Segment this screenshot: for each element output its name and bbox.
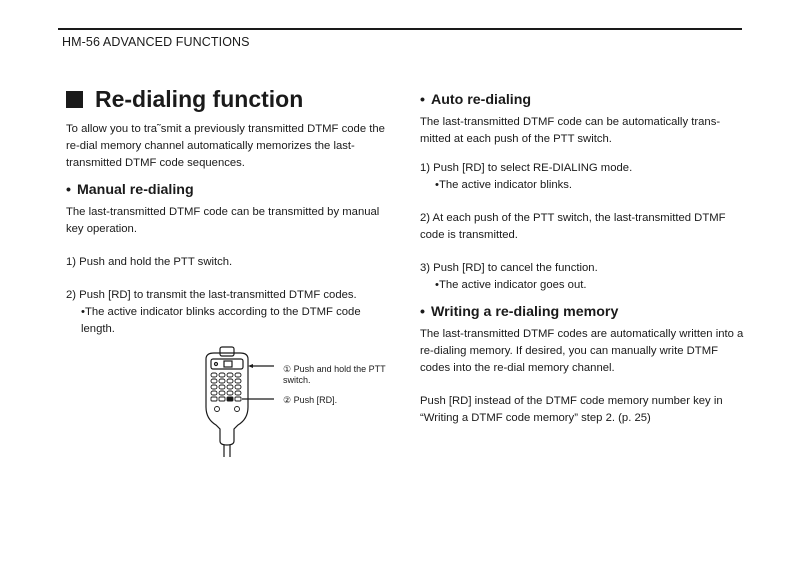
auto-step-3-note: •The active indicator goes out. bbox=[435, 279, 587, 291]
auto-heading bbox=[420, 92, 750, 108]
manual-heading bbox=[66, 182, 396, 198]
auto-step-1-note: •The active indicator blinks. bbox=[435, 179, 573, 191]
manual-step-2-note: •The active indicator blinks according to the DTMF code length. bbox=[81, 306, 361, 335]
left-column bbox=[66, 86, 396, 338]
writing-heading bbox=[420, 304, 750, 320]
callout-1 bbox=[283, 364, 393, 386]
bullet-icon: • bbox=[420, 304, 425, 320]
callout-2 bbox=[283, 395, 393, 406]
manual-step-2: 2) Push [RD] to transmit the last-transmitted DTMF codes. bbox=[66, 289, 357, 301]
page-header: HM-56 ADVANCED FUNCTIONS bbox=[62, 35, 250, 49]
bullet-icon: • bbox=[66, 182, 71, 198]
manual-heading-text: Manual re-dialing bbox=[76, 182, 194, 198]
writing-description: The last-transmitted DTMF codes are automatically written into a re-dialing memory. If desired, you can manually write DTMF codes into the re-dial memory channel. bbox=[420, 328, 744, 374]
callout-2-number: ② bbox=[283, 395, 292, 405]
auto-step-3: 3) Push [RD] to cancel the function. bbox=[420, 262, 598, 274]
callout-1-text: Push and hold the PTT switch. bbox=[283, 364, 386, 385]
section-title-text: Re-dialing function bbox=[95, 86, 304, 112]
manual-description: The last-transmitted DTMF code can be transmitted by manual key operation. bbox=[66, 206, 380, 235]
bullet-icon: • bbox=[420, 92, 425, 108]
auto-heading-text: Auto re-dialing bbox=[430, 92, 532, 108]
square-bullet-icon bbox=[66, 91, 83, 108]
writing-instruction: Push [RD] instead of the DTMF code memory number key in “Writing a DTMF code memory” step 2. (p. 25) bbox=[420, 395, 723, 424]
intro-paragraph: To allow you to tra˜smit a previously transmitted DTMF code the re-dial memory channel automatically memorizes the last-transmitted DTMF code sequences. bbox=[66, 123, 385, 169]
callout-2-text: Push [RD]. bbox=[293, 395, 338, 405]
section-title bbox=[66, 86, 396, 113]
writing-heading-text: Writing a re-dialing memory bbox=[430, 304, 619, 320]
manual-step-1: 1) Push and hold the PTT switch. bbox=[66, 256, 233, 268]
auto-step-1: 1) Push [RD] to select RE-DIALING mode. bbox=[420, 162, 633, 174]
callout-1-number: ① bbox=[283, 364, 292, 374]
auto-description: The last-transmitted DTMF code can be automatically trans-mitted at each push of the PTT switch. bbox=[420, 116, 721, 145]
top-rule bbox=[58, 28, 742, 30]
auto-step-2: 2) At each push of the PTT switch, the last-transmitted DTMF code is transmitted. bbox=[420, 212, 726, 241]
right-column bbox=[420, 92, 750, 427]
